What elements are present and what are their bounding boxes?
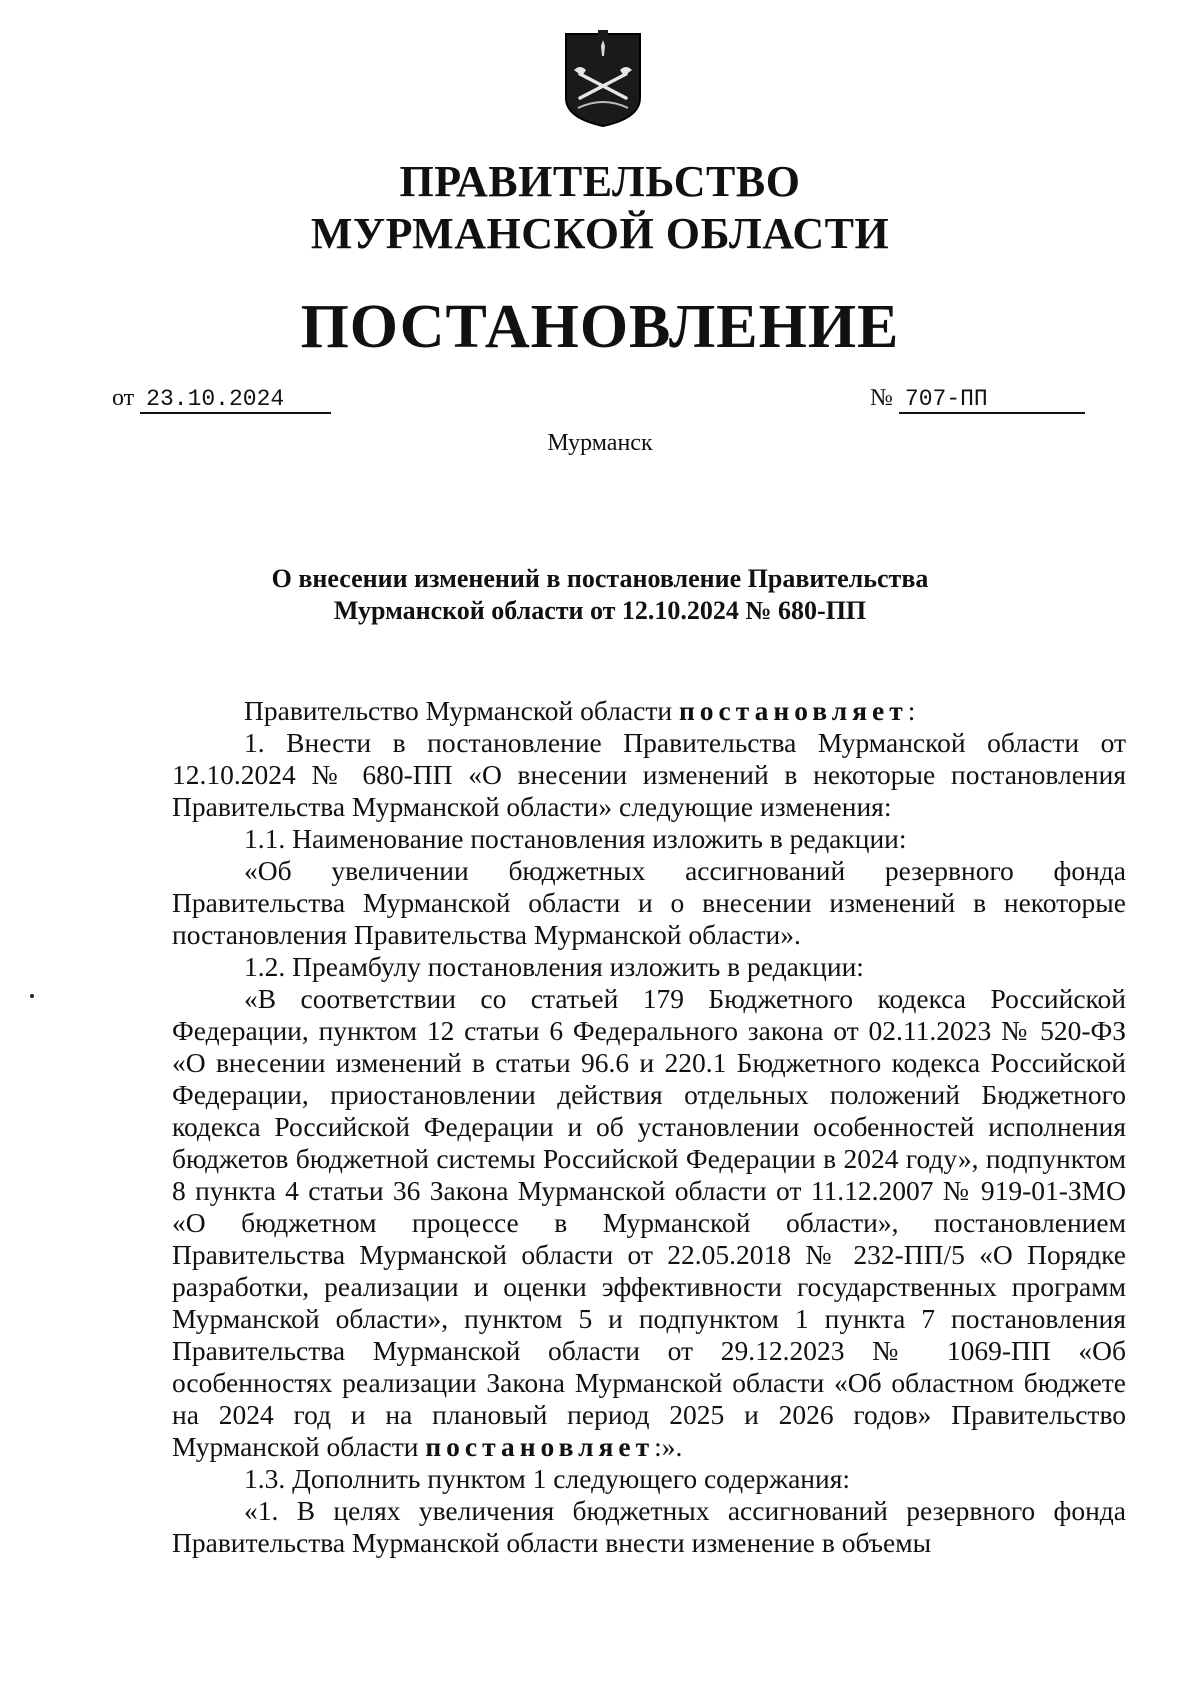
quote-resolves: постановляет xyxy=(425,1431,655,1462)
subject-line-2: Мурманской области от 12.10.2024 № 680-ПП xyxy=(333,596,867,625)
paragraph-1-3: 1.3. Дополнить пунктом 1 следующего содержания: xyxy=(244,1463,850,1494)
paragraph-1-2-quote xyxy=(172,983,1126,1463)
paragraph-1-1: 1.1. Наименование постановления изложить в редакции: xyxy=(244,823,907,854)
paragraph-preamble xyxy=(172,695,1126,727)
number-prefix: № xyxy=(870,385,893,411)
paragraph-1-3-quote: «1. В целях увеличения бюджетных ассигнований резервного фонда Правительства Мурманской области внести изменение в объемы xyxy=(172,1495,1126,1558)
date-value: 23.10.2024 xyxy=(140,386,331,414)
scan-mark xyxy=(30,994,34,998)
preamble-resolves: постановляет xyxy=(678,695,908,726)
paragraph-1: 1. Внести в постановление Правительства Мурманской области от 12.10.2024 № 680-ПП «О внесении изменений в некоторые постановления Правительства Мурманской области» следующие изменения: xyxy=(172,727,1126,822)
paragraph-1-1-quote: «Об увеличении бюджетных ассигнований резервного фонда Правительства Мурманской области и о внесении изменений в некоторые постановления Правительства Мурманской области». xyxy=(172,855,1126,950)
document-type-title: ПОСТАНОВЛЕНИЕ xyxy=(300,293,900,361)
government-name-line-1: ПРАВИТЕЛЬСТВО xyxy=(399,157,801,206)
coat-of-arms-emblem xyxy=(560,28,646,128)
document-number xyxy=(870,383,1085,414)
preamble-tail: : xyxy=(907,695,916,726)
government-name-line-2: МУРМАНСКОЙ ОБЛАСТИ xyxy=(310,209,890,258)
document-subject xyxy=(0,563,1200,627)
city-name: Мурманск xyxy=(547,430,653,456)
document-body xyxy=(172,695,1126,1559)
paragraph-1-2: 1.2. Преамбулу постановления изложить в редакции: xyxy=(244,951,864,982)
quote-text: «В соответствии со статьей 179 Бюджетного кодекса Российской Федерации, пунктом 12 статьи 6 Федерального закона от 02.11.2023 № 520-ФЗ «О внесении изменений в статьи 96.6 и 220.1 Бюджетного кодекса Российской Федерации, приостановлении действия отдельных положений Бюджетного кодекса Российской Федерации и об установлении особенностей исполнения бюджетов бюджетной системы Российской Федерации в 2024 году», подпунктом 8 пункта 4 статьи 36 Закона Мурманской области от 11.12.2007 № 919-01-ЗМО «О бюджетном процессе в Мурманской области», постановлением Правительства Мурманской области от 22.05.2018 № 232-ПП/5 «О Порядке разработки, реализации и оценки эффективности государственных программ Мурманской области», пунктом 5 и подпунктом 1 пункта 7 постановления Правительства Мурманской области от 29.12.2023 № 1069-ПП «Об особенностях реализации Закона Мурманской области «Об областном бюджете на 2024 год и на плановый период 2025 и 2026 годов» Правительство Мурманской области xyxy=(172,983,1126,1462)
subject-line-1: О внесении изменений в постановление Правительства xyxy=(271,564,929,593)
number-value: 707-ПП xyxy=(899,386,1085,414)
preamble-text: Правительство Мурманской области xyxy=(244,695,679,726)
date-prefix: от xyxy=(112,385,135,411)
quote-tail: :». xyxy=(654,1431,683,1462)
document-date xyxy=(112,383,331,414)
